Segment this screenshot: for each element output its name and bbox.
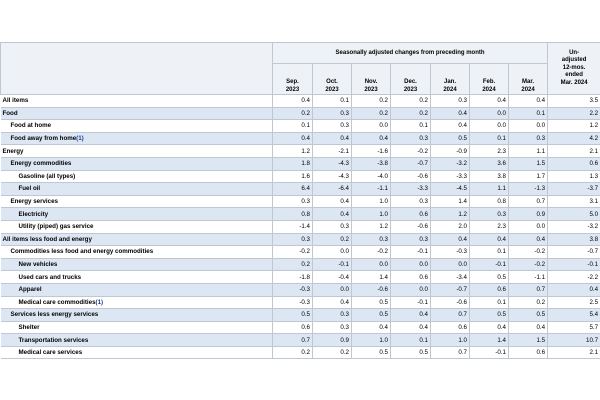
- column-header: [509, 64, 548, 95]
- column-header-line2: 2023: [285, 87, 300, 93]
- value-cell: 0.4: [273, 95, 313, 108]
- row-label: [1, 170, 273, 183]
- value-cell: 0.2: [352, 107, 391, 120]
- table-row: [1, 170, 600, 183]
- table-row: [1, 120, 600, 133]
- value-cell: 0.7: [431, 346, 470, 359]
- table-row: [1, 208, 600, 221]
- value-cell: 0.5: [391, 346, 431, 359]
- row-label: [1, 157, 273, 170]
- value-cell: 0.2: [352, 95, 391, 108]
- table-row: [1, 246, 600, 259]
- value-cell: 0.3: [431, 95, 470, 108]
- row-label: [1, 346, 273, 359]
- value-cell: 0.4: [313, 208, 352, 221]
- value-cell: 5.7: [548, 321, 600, 334]
- row-label-text: Fuel oil: [18, 185, 41, 193]
- value-cell: -0.6: [352, 283, 391, 296]
- row-label-text: Food away from home: [10, 135, 77, 143]
- value-cell: -0.2: [352, 246, 391, 259]
- cpi-table: [0, 42, 600, 359]
- table-row: [1, 183, 600, 196]
- value-cell: 2.1: [548, 145, 600, 158]
- value-cell: 0.0: [470, 120, 509, 133]
- value-cell: -0.2: [509, 246, 548, 259]
- value-cell: 0.4: [313, 296, 352, 309]
- value-cell: 5.4: [548, 309, 600, 322]
- value-cell: 0.6: [391, 271, 431, 284]
- row-label: [1, 233, 273, 246]
- value-cell: -1.4: [273, 220, 313, 233]
- value-cell: 0.4: [470, 321, 509, 334]
- value-cell: 0.3: [273, 195, 313, 208]
- group-header: Seasonally adjusted changes from preceding month: [273, 43, 548, 64]
- value-cell: 2.1: [548, 346, 600, 359]
- value-cell: 0.5: [352, 296, 391, 309]
- value-cell: -3.7: [548, 183, 600, 196]
- value-cell: -0.1: [313, 258, 352, 271]
- table-row: [1, 233, 600, 246]
- value-cell: -3.4: [431, 271, 470, 284]
- value-cell: 0.0: [352, 258, 391, 271]
- value-cell: -1.1: [352, 183, 391, 196]
- row-label: [1, 120, 273, 133]
- row-label-text: Medical care commodities: [18, 298, 96, 306]
- column-header-line1: Oct.: [326, 79, 338, 85]
- table-row: [1, 296, 600, 309]
- row-label-text: Medical care services: [18, 349, 83, 357]
- value-cell: 1.3: [548, 170, 600, 183]
- table-row: [1, 95, 600, 108]
- value-cell: -0.2: [391, 145, 431, 158]
- value-cell: 1.0: [431, 334, 470, 347]
- value-cell: 1.4: [431, 195, 470, 208]
- value-cell: 0.3: [313, 120, 352, 133]
- value-cell: 0.6: [273, 321, 313, 334]
- value-cell: -3.2: [431, 157, 470, 170]
- row-label: [1, 95, 273, 108]
- column-header: [431, 64, 470, 95]
- value-cell: 0.4: [431, 120, 470, 133]
- value-cell: 0.8: [470, 195, 509, 208]
- table-row: [1, 157, 600, 170]
- value-cell: 0.4: [548, 283, 600, 296]
- value-cell: 0.7: [431, 309, 470, 322]
- row-label-text: All items: [2, 97, 29, 105]
- value-cell: -3.8: [352, 157, 391, 170]
- row-label: [1, 246, 273, 259]
- value-cell: -0.2: [509, 258, 548, 271]
- unadjusted-header-line: ended: [565, 72, 583, 79]
- value-cell: 3.8: [548, 233, 600, 246]
- row-label: [1, 132, 273, 145]
- value-cell: 3.6: [470, 157, 509, 170]
- value-cell: 1.8: [273, 157, 313, 170]
- row-label: [1, 183, 273, 196]
- value-cell: 0.5: [509, 309, 548, 322]
- value-cell: 0.3: [313, 107, 352, 120]
- table-row: [1, 334, 600, 347]
- value-cell: -1.8: [273, 271, 313, 284]
- value-cell: 3.8: [470, 170, 509, 183]
- value-cell: 3.1: [548, 195, 600, 208]
- value-cell: 0.2: [391, 95, 431, 108]
- column-header: [273, 64, 313, 95]
- value-cell: 1.1: [470, 183, 509, 196]
- column-header-line2: 2023: [403, 87, 418, 93]
- value-cell: 0.3: [273, 233, 313, 246]
- value-cell: 0.0: [509, 220, 548, 233]
- value-cell: 0.3: [509, 132, 548, 145]
- table-row: [1, 220, 600, 233]
- column-header-line1: Jan.: [443, 79, 456, 85]
- row-label-text: Shelter: [18, 323, 40, 331]
- value-cell: 1.0: [352, 208, 391, 221]
- table-row: [1, 271, 600, 284]
- value-cell: 10.7: [548, 334, 600, 347]
- row-label: [1, 283, 273, 296]
- value-cell: 0.2: [391, 107, 431, 120]
- value-cell: 0.2: [313, 346, 352, 359]
- column-header-line1: Nov.: [364, 79, 378, 85]
- value-cell: -0.1: [470, 346, 509, 359]
- value-cell: 1.1: [509, 145, 548, 158]
- value-cell: 0.4: [509, 233, 548, 246]
- table-row: [1, 309, 600, 322]
- value-cell: 2.0: [431, 220, 470, 233]
- value-cell: 1.2: [273, 145, 313, 158]
- value-cell: 0.8: [273, 208, 313, 221]
- row-label: [1, 271, 273, 284]
- value-cell: 0.4: [431, 233, 470, 246]
- value-cell: 3.5: [548, 95, 600, 108]
- value-cell: 0.0: [431, 258, 470, 271]
- row-label: [1, 220, 273, 233]
- row-label-text: Utility (piped) gas service: [18, 223, 94, 231]
- value-cell: 1.5: [509, 334, 548, 347]
- unadjusted-header-line: Un-: [569, 49, 580, 56]
- value-cell: 0.0: [313, 246, 352, 259]
- value-cell: -0.1: [391, 246, 431, 259]
- row-label: [1, 321, 273, 334]
- row-label-text: Energy services: [10, 198, 58, 206]
- value-cell: 0.1: [391, 334, 431, 347]
- table-row: [1, 195, 600, 208]
- value-cell: -0.4: [313, 271, 352, 284]
- value-cell: 0.3: [391, 132, 431, 145]
- value-cell: -4.0: [352, 170, 391, 183]
- column-header: [313, 64, 352, 95]
- value-cell: -0.6: [391, 170, 431, 183]
- value-cell: 0.2: [273, 346, 313, 359]
- value-cell: 1.4: [470, 334, 509, 347]
- row-label-text: Apparel: [18, 286, 42, 294]
- row-label: [1, 309, 273, 322]
- value-cell: -3.3: [431, 170, 470, 183]
- value-cell: -0.3: [273, 283, 313, 296]
- cpi-table-container: [0, 42, 600, 359]
- value-cell: 0.5: [273, 309, 313, 322]
- value-cell: 0.7: [509, 283, 548, 296]
- value-cell: 2.3: [470, 220, 509, 233]
- value-cell: -0.7: [548, 246, 600, 259]
- column-header-line2: 2024: [521, 87, 535, 93]
- value-cell: 1.0: [352, 334, 391, 347]
- row-label-text: Food: [2, 109, 18, 117]
- row-label-text: Used cars and trucks: [18, 273, 82, 281]
- row-label: [1, 145, 273, 158]
- value-cell: 0.3: [391, 233, 431, 246]
- value-cell: 0.1: [470, 296, 509, 309]
- value-cell: 0.7: [509, 195, 548, 208]
- value-cell: 1.0: [352, 195, 391, 208]
- value-cell: 0.3: [391, 195, 431, 208]
- table-row: [1, 283, 600, 296]
- value-cell: -0.7: [391, 157, 431, 170]
- value-cell: 0.5: [470, 271, 509, 284]
- table-body: [1, 95, 600, 359]
- value-cell: 0.0: [391, 283, 431, 296]
- value-cell: -0.3: [431, 246, 470, 259]
- column-header-line1: Sep.: [286, 79, 299, 85]
- value-cell: 0.0: [509, 120, 548, 133]
- value-cell: 1.7: [509, 170, 548, 183]
- value-cell: 0.6: [391, 208, 431, 221]
- value-cell: 0.5: [470, 309, 509, 322]
- value-cell: 6.4: [273, 183, 313, 196]
- value-cell: 0.6: [470, 283, 509, 296]
- value-cell: 0.3: [313, 309, 352, 322]
- value-cell: 0.5: [352, 346, 391, 359]
- value-cell: 0.2: [509, 296, 548, 309]
- value-cell: 5.0: [548, 208, 600, 221]
- value-cell: 0.1: [313, 95, 352, 108]
- column-header-line2: 2024: [443, 87, 457, 93]
- footnote-link[interactable]: (1): [76, 135, 84, 143]
- column-header-line2: 2024: [482, 87, 496, 93]
- value-cell: 0.4: [431, 107, 470, 120]
- value-cell: 0.1: [509, 107, 548, 120]
- value-cell: -1.6: [352, 145, 391, 158]
- value-cell: -0.2: [273, 246, 313, 259]
- value-cell: 0.9: [509, 208, 548, 221]
- unadjusted-header-line: adjusted: [561, 57, 587, 64]
- row-label-text: Commodities less food and energy commodities: [10, 248, 154, 256]
- value-cell: -2.2: [548, 271, 600, 284]
- column-header-line2: 2023: [364, 87, 378, 93]
- unadjusted-header-line: 12-mos.: [562, 64, 586, 71]
- row-label-text: Food at home: [10, 122, 52, 130]
- value-cell: 0.6: [509, 346, 548, 359]
- value-cell: 1.5: [509, 157, 548, 170]
- value-cell: 0.2: [273, 107, 313, 120]
- row-label-text: Electricity: [18, 210, 49, 218]
- column-header-line1: Feb.: [482, 79, 496, 85]
- table-row: [1, 107, 600, 120]
- table-row: [1, 145, 600, 158]
- value-cell: 0.9: [313, 334, 352, 347]
- value-cell: -1.1: [509, 271, 548, 284]
- value-cell: 0.7: [273, 334, 313, 347]
- value-cell: -0.9: [431, 145, 470, 158]
- value-cell: 0.4: [391, 321, 431, 334]
- value-cell: 0.5: [431, 132, 470, 145]
- value-cell: 0.0: [313, 283, 352, 296]
- column-header: [391, 64, 431, 95]
- value-cell: 2.3: [470, 145, 509, 158]
- table-row: [1, 321, 600, 334]
- row-label: [1, 296, 273, 309]
- row-label-text: Transportation services: [18, 336, 89, 344]
- row-label-text: Gasoline (all types): [18, 172, 76, 180]
- value-cell: 0.2: [273, 258, 313, 271]
- value-cell: 0.1: [391, 120, 431, 133]
- value-cell: 0.0: [352, 120, 391, 133]
- table-row: [1, 132, 600, 145]
- value-cell: -0.6: [391, 220, 431, 233]
- footnote-link[interactable]: (1): [95, 298, 104, 306]
- table-row: [1, 346, 600, 359]
- column-header: [470, 64, 509, 95]
- table-row: [1, 258, 600, 271]
- unadjusted-header-line: Mar. 2024: [560, 79, 588, 86]
- value-cell: 0.3: [313, 321, 352, 334]
- value-cell: -3.2: [548, 220, 600, 233]
- column-header-line2: 2023: [325, 87, 339, 93]
- value-cell: 1.6: [273, 170, 313, 183]
- unadjusted-header: [548, 43, 600, 95]
- value-cell: 0.4: [391, 309, 431, 322]
- value-cell: 0.4: [470, 95, 509, 108]
- value-cell: 0.4: [509, 95, 548, 108]
- value-cell: -4.3: [313, 170, 352, 183]
- value-cell: 1.2: [548, 120, 600, 133]
- row-label-text: Services less energy services: [10, 311, 99, 319]
- column-header: [352, 64, 391, 95]
- value-cell: -2.1: [313, 145, 352, 158]
- value-cell: -0.3: [273, 296, 313, 309]
- row-label-text: All items less food and energy: [2, 235, 92, 243]
- row-label: [1, 195, 273, 208]
- value-cell: 0.0: [470, 107, 509, 120]
- value-cell: -6.4: [313, 183, 352, 196]
- row-label-text: Energy: [2, 147, 24, 155]
- column-header-line1: Dec.: [404, 79, 417, 85]
- value-cell: 0.6: [548, 157, 600, 170]
- row-label: [1, 107, 273, 120]
- value-cell: 1.2: [352, 220, 391, 233]
- row-label: [1, 334, 273, 347]
- row-label-text: Energy commodities: [10, 160, 72, 168]
- value-cell: 0.5: [352, 309, 391, 322]
- value-cell: 0.3: [313, 220, 352, 233]
- header-corner: [1, 43, 273, 95]
- value-cell: 0.4: [313, 132, 352, 145]
- value-cell: -4.5: [431, 183, 470, 196]
- value-cell: -0.1: [470, 258, 509, 271]
- value-cell: 0.3: [352, 233, 391, 246]
- value-cell: 0.4: [470, 233, 509, 246]
- value-cell: 1.2: [431, 208, 470, 221]
- value-cell: 2.2: [548, 107, 600, 120]
- value-cell: -0.6: [431, 296, 470, 309]
- value-cell: -4.3: [313, 157, 352, 170]
- value-cell: 2.5: [548, 296, 600, 309]
- value-cell: 0.2: [313, 233, 352, 246]
- column-header-line1: Mar.: [522, 79, 535, 85]
- value-cell: 0.4: [313, 195, 352, 208]
- value-cell: 0.4: [352, 321, 391, 334]
- row-label: [1, 258, 273, 271]
- value-cell: 4.2: [548, 132, 600, 145]
- value-cell: 0.3: [470, 208, 509, 221]
- value-cell: 0.4: [509, 321, 548, 334]
- value-cell: -0.1: [548, 258, 600, 271]
- row-label: [1, 208, 273, 221]
- value-cell: 0.6: [431, 321, 470, 334]
- value-cell: -0.1: [391, 296, 431, 309]
- value-cell: 0.1: [470, 246, 509, 259]
- value-cell: -1.3: [509, 183, 548, 196]
- row-label-text: New vehicles: [18, 261, 58, 269]
- value-cell: 1.4: [352, 271, 391, 284]
- value-cell: 0.0: [391, 258, 431, 271]
- value-cell: -0.7: [431, 283, 470, 296]
- value-cell: 0.4: [273, 132, 313, 145]
- value-cell: 0.4: [352, 132, 391, 145]
- value-cell: -3.3: [391, 183, 431, 196]
- value-cell: 0.1: [273, 120, 313, 133]
- value-cell: 0.1: [470, 132, 509, 145]
